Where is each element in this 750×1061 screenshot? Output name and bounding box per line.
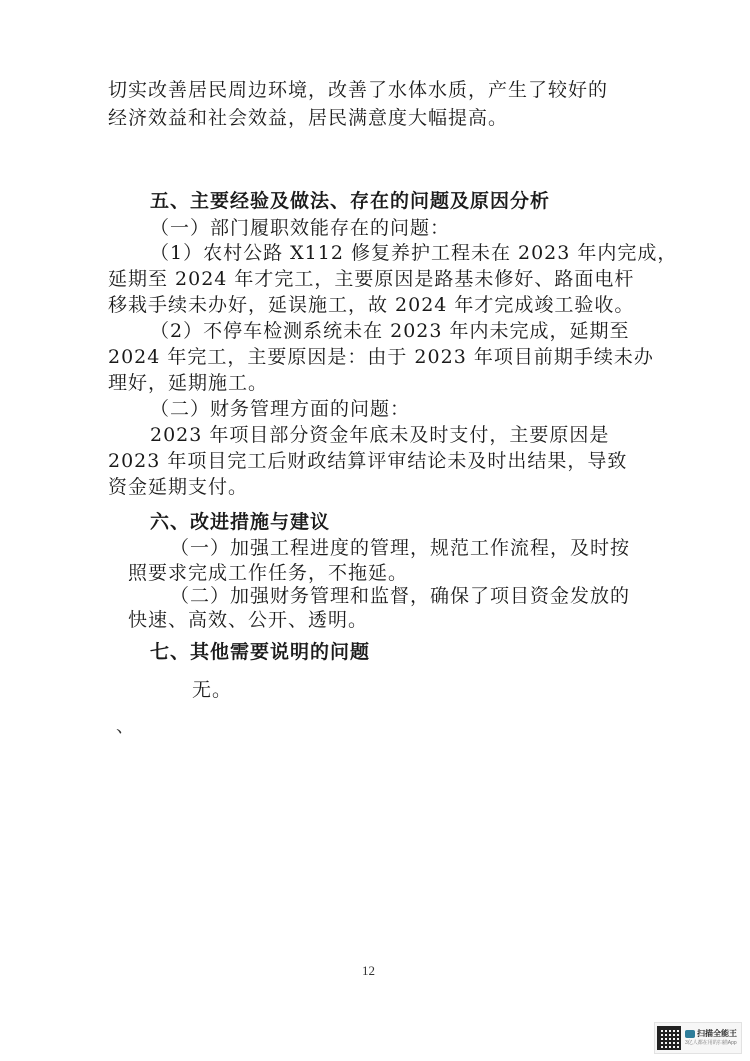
watermark-text (685, 1030, 737, 1046)
camscanner-logo-icon (685, 1030, 695, 1038)
paragraph-line-11: 资金延期支付。 (108, 476, 249, 498)
paragraph-line-13: 照要求完成工作任务，不拖延。 (128, 562, 409, 584)
paragraph-line-7: 2024 年完工，主要原因是：由于 2023 年项目前期手续未办 (108, 346, 654, 368)
paragraph-line-1: 切实改善居民周边环境，改善了水体水质，产生了较好的 (108, 79, 609, 101)
watermark-brand-name: 扫描全能王 (697, 1029, 737, 1038)
watermark-subtitle: 3亿人都在用的扫描App (685, 1040, 737, 1046)
paragraph-line-14: （二）加强财务管理和监督，确保了项目资金发放的 (170, 585, 631, 607)
paragraph-line-3: （1）农村公路 X112 修复养护工程未在 2023 年内完成， (150, 242, 678, 264)
paragraph-line-8: 理好，延期施工。 (108, 372, 269, 394)
subsection-heading-5-2: （二）财务管理方面的问题： (150, 398, 411, 420)
paragraph-line-4: 延期至 2024 年才完工，主要原因是路基未修好、路面电杆 (108, 268, 635, 290)
paragraph-line-10: 2023 年项目完工后财政结算评审结论未及时出结果，导致 (108, 450, 628, 472)
paragraph-line-12: （一）加强工程进度的管理，规范工作流程，及时按 (170, 537, 631, 559)
paragraph-line-5: 移栽手续未办好，延误施工，故 2024 年才完成竣工验收。 (108, 294, 635, 316)
section-heading-7: 七、其他需要说明的问题 (150, 641, 371, 663)
paragraph-line-6: （2）不停车检测系统未在 2023 年内未完成，延期至 (150, 320, 630, 342)
section-heading-5: 五、主要经验及做法、存在的问题及原因分析 (150, 190, 551, 212)
qr-code-icon (657, 1026, 681, 1050)
paragraph-line-15: 快速、高效、公开、透明。 (128, 609, 369, 631)
scanner-watermark (654, 1022, 742, 1054)
watermark-brand (685, 1030, 737, 1038)
subsection-heading-5-1: （一）部门履职效能存在的问题： (150, 217, 451, 239)
stray-punctuation-mark: 、 (116, 716, 134, 737)
paragraph-line-2: 经济效益和社会效益，居民满意度大幅提高。 (108, 107, 509, 129)
paragraph-line-16: 无。 (192, 679, 233, 701)
page-number: 12 (362, 963, 375, 978)
section-heading-6: 六、改进措施与建议 (150, 511, 331, 533)
paragraph-line-9: 2023 年项目部分资金年底未及时支付，主要原因是 (150, 424, 610, 446)
